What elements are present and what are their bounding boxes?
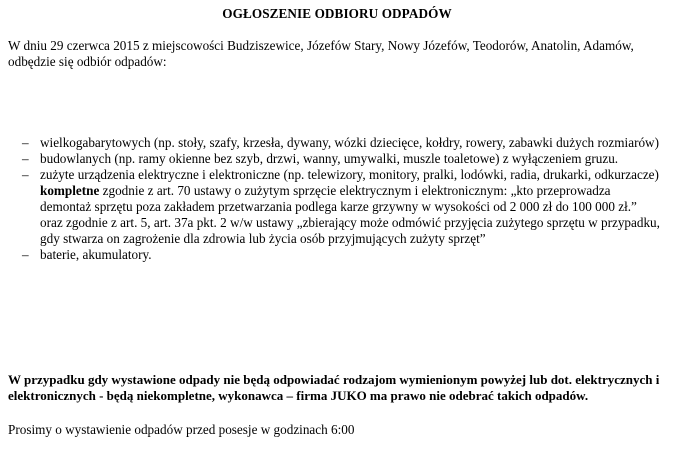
list-item [22, 247, 662, 263]
list-item-bold-keyword: kompletne [40, 183, 100, 198]
list-item-text-before: zużyte urządzenia elektryczne i elektroniczne (np. telewizory, monitory, pralki, lodówki, radia, drukarki, odkurzacze) [40, 167, 659, 182]
list-dash: – [22, 247, 29, 262]
list-dash: – [22, 167, 29, 182]
warning-paragraph: W przypadku gdy wystawione odpady nie będą odpowiadać rodzajom wymienionym powyżej lub dot. elektrycznych i elektronicznych - będą niekompletne, wykonawca – firma JUKO ma prawo nie odebrać takich odpadów. [8, 372, 660, 403]
list-item [22, 151, 662, 167]
intro-paragraph: W dniu 29 czerwca 2015 z miejscowości Budziszewice, Józefów Stary, Nowy Józefów, Teodorów, Anatolin, Adamów, odbędzie się odbiór odpadów: [8, 38, 634, 69]
list-item-text-after: zgodnie z art. 70 ustawy o zużytym sprzęcie elektrycznym i elektronicznym: „kto przeprowadza demontaż sprzętu poza zakładem przetwarzania podlega karze grzywny w wysokości od 2 000 zł do 100 000 zł.” oraz zgodnie z art. 5, art. 37a pkt. 2 w/w ustawy „zbierający może odmówić przyjęcia zużytego sprzętu w przypadku, gdy stwarza on zagrożenie dla zdrowia lub życia osób przyjmujących zużyty sprzęt” [40, 183, 660, 246]
list-item [22, 167, 662, 247]
list-dash: – [22, 151, 29, 166]
list-item [22, 135, 662, 151]
closing-paragraph: Prosimy o wystawienie odpadów przed posesje w godzinach 6:00 [8, 422, 355, 437]
list-item-text: wielkogabarytowych (np. stoły, szafy, krzesła, dywany, wózki dziecięce, kołdry, rowery, zabawki dużych rozmiarów) [40, 135, 659, 150]
document-title: OGŁOSZENIE ODBIORU ODPADÓW [222, 6, 452, 21]
list-item-text: baterie, akumulatory. [40, 247, 152, 262]
waste-type-list [22, 135, 662, 263]
list-item-text: budowlanych (np. ramy okienne bez szyb, drzwi, wanny, umywalki, muszle toaletowe) z wyłączeniem gruzu. [40, 151, 619, 166]
list-dash: – [22, 135, 29, 150]
